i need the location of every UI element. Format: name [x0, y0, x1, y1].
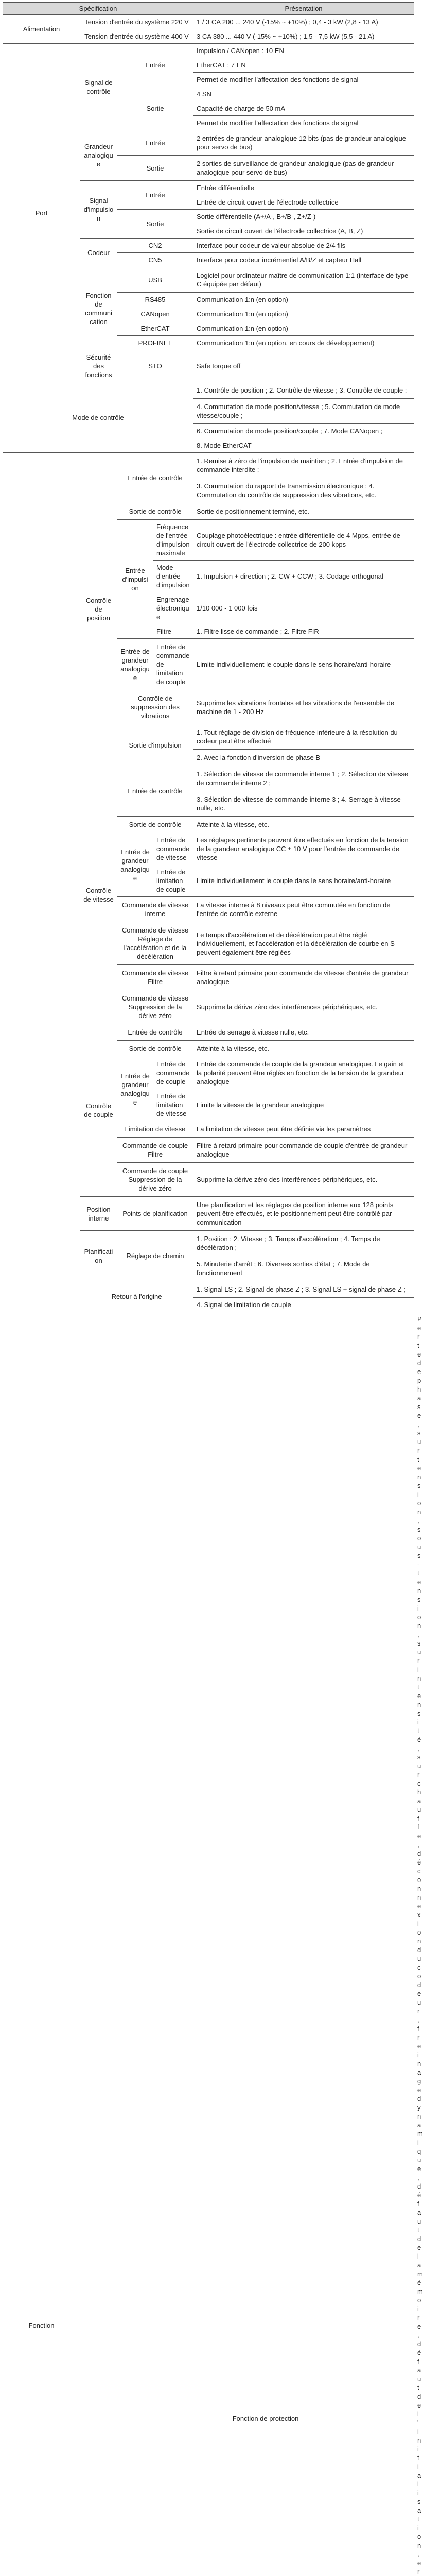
spec-label: CN2: [117, 239, 193, 253]
specification-table: [3, 2, 414, 2576]
spec-value: 6. Commutation de mode position/couple ; 7. Mode CANopen ;: [193, 424, 414, 438]
spec-label: Entrée de contrôle: [117, 1024, 193, 1041]
spec-label: CANopen: [117, 307, 193, 321]
spec-value: 3. Sélection de vitesse de commande interne 3 ; 4. Serrage à vitesse nulle, etc.: [193, 791, 414, 817]
table-row: Fonction de protection Perte de phase, surtension, sous-tension, surintensité, surchauffe, déconnexion du codeur, freinage dynamique, défaut de la mémoire, défaut de l'initialisation, er: [3, 1312, 414, 2576]
spec-value: Le temps d'accélération et de décélération peut être réglé individuellement, et l'accélération et la décélération de courbe en S peuvent également être réglées: [193, 922, 414, 965]
spec-label: Sortie d'impulsion: [117, 724, 193, 766]
spec-value: 1. Remise à zéro de l'impulsion de maintien ; 2. Entrée d'impulsion de commande interdite ;: [193, 453, 414, 478]
spec-value: Atteinte à la vitesse, etc.: [193, 817, 414, 833]
section-alimentation: Alimentation: [3, 15, 80, 44]
spec-label: Commande de couple Filtre: [117, 1138, 193, 1163]
spec-value: La vitesse interne à 8 niveaux peut être commutée en fonction de l'entrée de contrôle externe: [193, 897, 414, 922]
spec-sublabel: Filtre: [153, 624, 193, 639]
spec-label: Réglage de chemin: [117, 1231, 193, 1281]
table-row: [3, 44, 414, 58]
section-mode-controle: Mode de contrôle: [3, 382, 193, 453]
spec-label: Sortie: [117, 210, 193, 239]
spec-label: Entrée de contrôle: [117, 453, 193, 503]
spec-sublabel: Entrée de commande de vitesse: [153, 833, 193, 865]
spec-label: Points de planification: [117, 1197, 193, 1231]
spec-value: Entrée de circuit ouvert de l'électrode collectrice: [193, 195, 414, 210]
fonction-retour-origine: Retour à l'origine: [80, 1281, 193, 1312]
fonction-controle-couple: Contrôle de couple: [80, 1024, 117, 1197]
spec-value: Communication 1:n (en option, en cours de développement): [193, 336, 414, 350]
port-codeur: Codeur: [80, 239, 117, 267]
spec-value: Atteinte à la vitesse, etc.: [193, 1041, 414, 1057]
spec-value: 1. Filtre lisse de commande ; 2. Filtre FIR: [193, 624, 414, 639]
table-header-row: [3, 3, 414, 15]
spec-value: Limite individuellement le couple dans le sens horaire/anti-horaire: [193, 639, 414, 690]
spec-value: 4 SN: [193, 87, 414, 101]
fonction-planification: Planification: [80, 1231, 117, 1281]
section-protection: [80, 1312, 117, 2576]
spec-label: Tension d'entrée du système 220 V: [80, 15, 193, 29]
spec-value: Safe torque off: [193, 350, 414, 382]
spec-label: Commande de vitesse interne: [117, 897, 193, 922]
spec-label: Commande de vitesse Suppression de la dérive zéro: [117, 990, 193, 1024]
fonction-controle-vitesse: Contrôle de vitesse: [80, 766, 117, 1024]
spec-sublabel: Engrenage électronique: [153, 592, 193, 624]
table-row: [3, 453, 414, 478]
spec-value: La limitation de vitesse peut être définie via les paramètres: [193, 1121, 414, 1138]
spec-label: Fonction de protection: [117, 1312, 414, 2576]
spec-value: Communication 1:n (en option): [193, 307, 414, 321]
spec-value: Communication 1:n (en option): [193, 293, 414, 307]
spec-value: 1. Position ; 2. Vitesse ; 3. Temps d'accélération ; 4. Temps de décélération ;: [193, 1231, 414, 1256]
spec-label: USB: [117, 267, 193, 293]
spec-value: Une planification et les réglages de position interne aux 128 points peuvent être effectués, et le positionnement peut être contrôlé par communication: [193, 1197, 414, 1231]
table-row: [3, 15, 414, 29]
spec-value: 1. Tout réglage de division de fréquence inférieure à la résolution du codeur peut être effectué: [193, 724, 414, 750]
spec-value: Entrée de commande de couple de la grandeur analogique. Le gain et la polarité peuvent être réglés en fonction de la tension de la grandeur analogique: [193, 1057, 414, 1089]
spec-value: Supprime la dérive zéro des interférences périphériques, etc.: [193, 1163, 414, 1197]
spec-label: Entrée de grandeur analogique: [117, 833, 153, 897]
spec-label: CN5: [117, 253, 193, 267]
spec-value: Supprime les vibrations frontales et les vibrations de l'ensemble de machine de 1 - 200 Hz: [193, 690, 414, 724]
spec-value: Sortie de positionnement terminé, etc.: [193, 503, 414, 520]
spec-value: 1. Contrôle de position ; 2. Contrôle de vitesse ; 3. Contrôle de couple ;: [193, 382, 414, 399]
spec-value: EtherCAT : 7 EN: [193, 58, 414, 73]
spec-label: Commande de vitesse Réglage de l'accélération et de la décélération: [117, 922, 193, 965]
spec-label: Limitation de vitesse: [117, 1121, 193, 1138]
spec-label: EtherCAT: [117, 321, 193, 336]
spec-value: 8. Mode EtherCAT: [193, 438, 414, 453]
port-signal-impulsion: Signal d'impulsion: [80, 181, 117, 239]
spec-label: Contrôle de suppression des vibrations: [117, 690, 193, 724]
spec-value: Capacité de charge de 50 mA: [193, 101, 414, 116]
spec-value: Logiciel pour ordinateur maître de communication 1:1 (interface de type C équipée par défaut): [193, 267, 414, 293]
spec-label: RS485: [117, 293, 193, 307]
spec-value: Sortie différentielle (A+/A-, B+/B-, Z+/Z-): [193, 210, 414, 224]
header-presentation: Présentation: [193, 3, 414, 15]
spec-label: Sortie de contrôle: [117, 817, 193, 833]
spec-value: 1. Sélection de vitesse de commande interne 1 ; 2. Sélection de vitesse de commande interne 2 ;: [193, 766, 414, 791]
spec-value: Permet de modifier l'affectation des fonctions de signal: [193, 116, 414, 130]
spec-label: Tension d'entrée du système 400 V: [80, 29, 193, 44]
spec-label: Entrée de contrôle: [117, 766, 193, 817]
spec-label: Entrée d'impulsion: [117, 520, 153, 639]
spec-value: 1 / 3 CA 200 ... 240 V (-15% ~ +10%) ; 0,4 - 3 kW (2,8 - 13 A): [193, 15, 414, 29]
spec-label: Entrée de grandeur analogique: [117, 639, 153, 690]
spec-label: Entrée: [117, 130, 193, 156]
spec-label: Sortie de contrôle: [117, 1041, 193, 1057]
spec-sublabel: Mode d'entrée d'impulsion: [153, 561, 193, 592]
port-communication: Fonction de communication: [80, 267, 117, 350]
spec-value: 1/10 000 - 1 000 fois: [193, 592, 414, 624]
port-securite: Sécurité des fonctions: [80, 350, 117, 382]
spec-value: 4. Signal de limitation de couple: [193, 1298, 414, 1312]
spec-value: 1. Signal LS ; 2. Signal de phase Z ; 3. Signal LS + signal de phase Z ;: [193, 1281, 414, 1298]
spec-sublabel: Entrée de commande de limitation de couple: [153, 639, 193, 690]
spec-label: Sortie: [117, 87, 193, 130]
spec-value: Entrée différentielle: [193, 181, 414, 195]
spec-sublabel: Fréquence de l'entrée d'impulsion maximale: [153, 520, 193, 561]
spec-value: Interface pour codeur de valeur absolue de 2/4 fils: [193, 239, 414, 253]
spec-label: Entrée de grandeur analogique: [117, 1057, 153, 1121]
fonction-controle-position: Contrôle de position: [80, 453, 117, 766]
spec-label: Entrée: [117, 44, 193, 87]
section-fonction: Fonction: [3, 453, 80, 2576]
spec-value: 2 entrées de grandeur analogique 12 bits (pas de grandeur analogique pour servo de bus): [193, 130, 414, 156]
spec-value: Limite la vitesse de la grandeur analogique: [193, 1089, 414, 1121]
spec-sublabel: Entrée de limitation de vitesse: [153, 1089, 193, 1121]
spec-value: 2. Avec la fonction d'inversion de phase B: [193, 750, 414, 766]
spec-value: Les réglages pertinents peuvent être effectués en fonction de la tension de la grandeur analogique CC ± 10 V pour l'entrée de commande de vitesse: [193, 833, 414, 865]
spec-value: Filtre à retard primaire pour commande de couple d'entrée de grandeur analogique: [193, 1138, 414, 1163]
section-port: Port: [3, 44, 80, 382]
spec-label: PROFINET: [117, 336, 193, 350]
spec-label: Sortie de contrôle: [117, 503, 193, 520]
spec-value: 1. Impulsion + direction ; 2. CW + CCW ; 3. Codage orthogonal: [193, 561, 414, 592]
spec-value: 3 CA 380 ... 440 V (-15% ~ +10%) ; 1,5 - 7,5 kW (5,5 - 21 A): [193, 29, 414, 44]
spec-value: 3. Commutation du rapport de transmission électronique ; 4. Commutation du contrôle de suppression des vibrations, etc.: [193, 478, 414, 503]
spec-sublabel: Entrée de commande de couple: [153, 1057, 193, 1089]
spec-value: Interface pour codeur incrémentiel A/B/Z et capteur Hall: [193, 253, 414, 267]
spec-value: 2 sorties de surveillance de grandeur analogique (pas de grandeur analogique pour servo de bus): [193, 156, 414, 181]
spec-value: Supprime la dérive zéro des interférences périphériques, etc.: [193, 990, 414, 1024]
spec-value: Impulsion / CANopen : 10 EN: [193, 44, 414, 58]
spec-label: Commande de couple Suppression de la dérive zéro: [117, 1163, 193, 1197]
spec-value: Filtre à retard primaire pour commande de vitesse d'entrée de grandeur analogique: [193, 965, 414, 990]
spec-value: Permet de modifier l'affectation des fonctions de signal: [193, 73, 414, 87]
table-row: [3, 382, 414, 399]
spec-value: 5. Minuterie d'arrêt ; 6. Diverses sorties d'état ; 7. Mode de fonctionnement: [193, 1256, 414, 1281]
spec-label: STO: [117, 350, 193, 382]
spec-sublabel: Entrée de limitation de couple: [153, 865, 193, 897]
port-signal-controle: Signal de contrôle: [80, 44, 117, 130]
spec-value: Communication 1:n (en option): [193, 321, 414, 336]
port-grandeur-analogique: Grandeur analogique: [80, 130, 117, 181]
spec-value: Entrée de serrage à vitesse nulle, etc.: [193, 1024, 414, 1041]
fonction-position-interne: Position interne: [80, 1197, 117, 1231]
spec-value: 4. Commutation de mode position/vitesse ; 5. Commutation de mode vitesse/couple ;: [193, 399, 414, 424]
header-specification: Spécification: [3, 3, 193, 15]
spec-label: Sortie: [117, 156, 193, 181]
spec-value: Limite individuellement le couple dans le sens horaire/anti-horaire: [193, 865, 414, 897]
spec-label: Commande de vitesse Filtre: [117, 965, 193, 990]
spec-value: Sortie de circuit ouvert de l'électrode collectrice (A, B, Z): [193, 224, 414, 239]
spec-value: Couplage photoélectrique : entrée différentielle de 4 Mpps, entrée de circuit ouvert de l'électrode collectrice de 200 kpps: [193, 520, 414, 561]
spec-label: Entrée: [117, 181, 193, 210]
